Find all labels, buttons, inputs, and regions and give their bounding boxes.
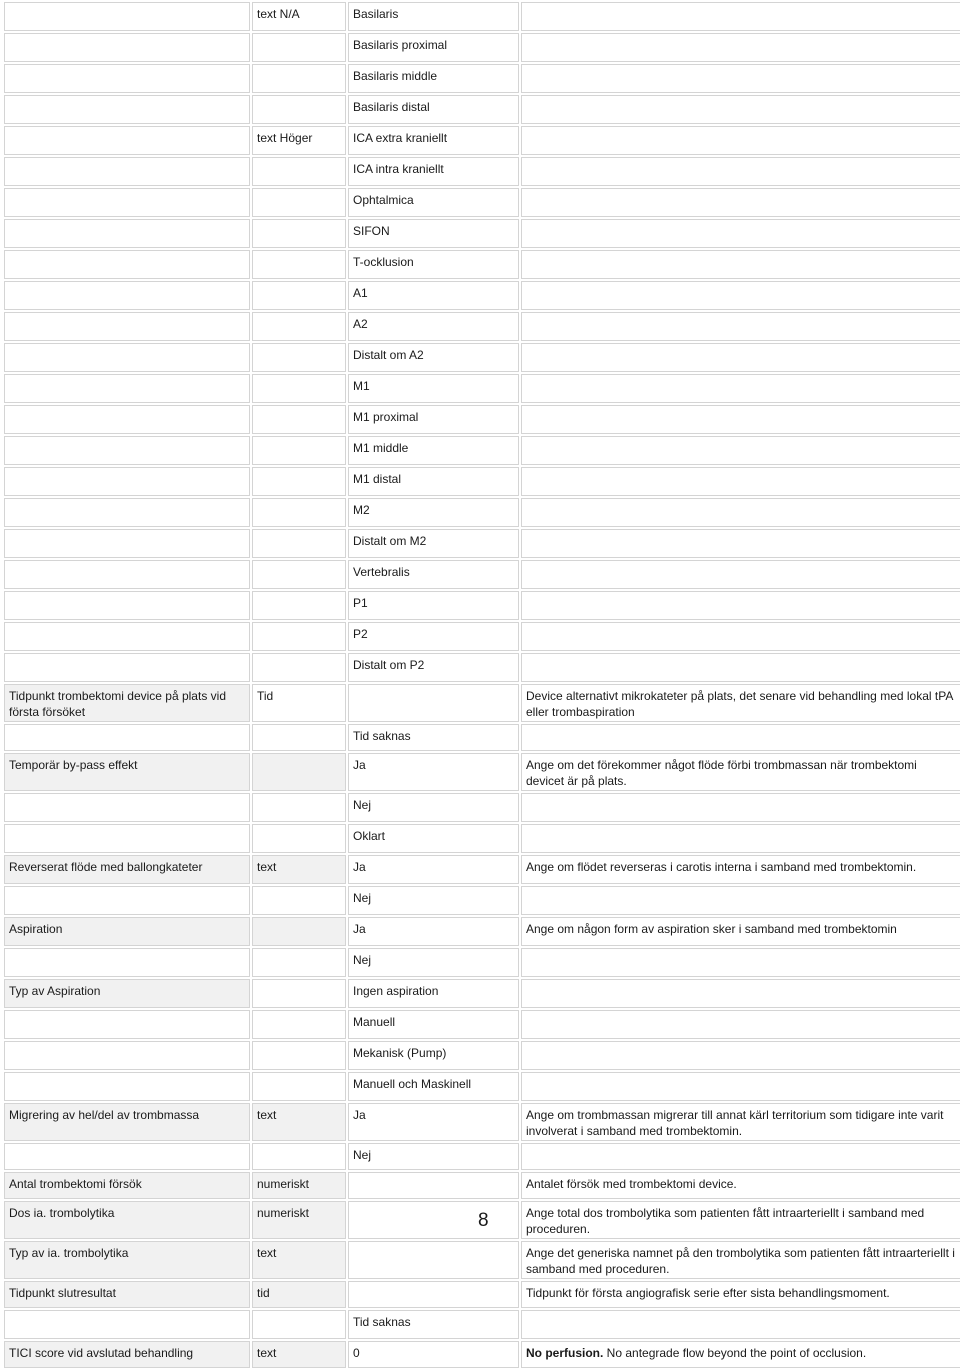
cell-variable	[4, 436, 250, 465]
cell-value: Nej	[348, 886, 519, 915]
table-row	[4, 753, 960, 791]
cell-type	[252, 591, 346, 620]
cell-variable	[4, 405, 250, 434]
cell-variable	[4, 529, 250, 558]
table-row	[4, 1143, 960, 1170]
cell-type	[252, 1143, 346, 1170]
cell-variable: Aspiration	[4, 917, 250, 946]
cell-description	[521, 793, 960, 822]
cell-description: Ange det generiska namnet på den trombolytika som patienten fått intraarteriellt i samband med proceduren.	[521, 1241, 960, 1279]
cell-value: Ja	[348, 753, 519, 791]
cell-variable	[4, 948, 250, 977]
cell-description	[521, 281, 960, 310]
cell-description: Ange om flödet reverseras i carotis interna i samband med trombektomin.	[521, 855, 960, 884]
cell-variable: Dos ia. trombolytika	[4, 1201, 250, 1239]
table-row	[4, 1041, 960, 1070]
cell-type: numeriskt	[252, 1201, 346, 1239]
cell-type	[252, 188, 346, 217]
cell-variable	[4, 467, 250, 496]
cell-type: text	[252, 855, 346, 884]
cell-value: Mekanisk (Pump)	[348, 1041, 519, 1070]
cell-value: M1 distal	[348, 467, 519, 496]
table-row	[4, 1010, 960, 1039]
cell-description	[521, 64, 960, 93]
cell-description	[521, 724, 960, 751]
cell-type	[252, 824, 346, 853]
cell-description	[521, 653, 960, 682]
cell-description	[521, 95, 960, 124]
table-row	[4, 126, 960, 155]
cell-type	[252, 498, 346, 527]
cell-type	[252, 374, 346, 403]
cell-type: Tid	[252, 684, 346, 722]
cell-value: ICA intra kraniellt	[348, 157, 519, 186]
cell-variable: Typ av ia. trombolytika	[4, 1241, 250, 1279]
cell-value	[348, 684, 519, 722]
cell-description	[521, 529, 960, 558]
cell-variable	[4, 560, 250, 589]
cell-description	[521, 343, 960, 372]
cell-variable: Migrering av hel/del av trombmassa	[4, 1103, 250, 1141]
table-row	[4, 374, 960, 403]
cell-type	[252, 1310, 346, 1339]
cell-type	[252, 948, 346, 977]
cell-value: Manuell och Maskinell	[348, 1072, 519, 1101]
table-row	[4, 1341, 960, 1368]
cell-type	[252, 1041, 346, 1070]
cell-variable	[4, 824, 250, 853]
cell-variable	[4, 1143, 250, 1170]
cell-description: Ange om någon form av aspiration sker i samband med trombektomin	[521, 917, 960, 946]
cell-description	[521, 498, 960, 527]
cell-type: text	[252, 1341, 346, 1368]
cell-variable: Temporär by-pass effekt	[4, 753, 250, 791]
table-row	[4, 793, 960, 822]
cell-description: Device alternativt mikrokateter på plats, det senare vid behandling med lokal tPA eller trombaspiration	[521, 684, 960, 722]
cell-value: Nej	[348, 948, 519, 977]
cell-variable	[4, 498, 250, 527]
cell-value: SIFON	[348, 219, 519, 248]
cell-type: text N/A	[252, 2, 346, 31]
table-row	[4, 219, 960, 248]
table-row	[4, 855, 960, 884]
tici-score-label: No perfusion.	[526, 1346, 604, 1360]
cell-type	[252, 917, 346, 946]
cell-variable: Tidpunkt trombektomi device på plats vid första försöket	[4, 684, 250, 722]
cell-value: Ingen aspiration	[348, 979, 519, 1008]
cell-type	[252, 157, 346, 186]
cell-value: Ja	[348, 917, 519, 946]
table-row	[4, 653, 960, 682]
cell-variable: Reverserat flöde med ballongkateter	[4, 855, 250, 884]
cell-description	[521, 1041, 960, 1070]
cell-variable	[4, 622, 250, 651]
cell-variable	[4, 312, 250, 341]
cell-description	[521, 405, 960, 434]
table-row	[4, 467, 960, 496]
cell-description	[521, 374, 960, 403]
cell-type	[252, 281, 346, 310]
cell-type	[252, 653, 346, 682]
cell-variable: Tidpunkt slutresultat	[4, 1281, 250, 1308]
cell-value: T-ocklusion	[348, 250, 519, 279]
table-row	[4, 724, 960, 751]
cell-description	[521, 126, 960, 155]
cell-value: Basilaris proximal	[348, 33, 519, 62]
cell-type	[252, 793, 346, 822]
cell-variable	[4, 64, 250, 93]
data-dictionary-table	[2, 0, 960, 1370]
cell-description: Ange om trombmassan migrerar till annat kärl territorium som tidigare inte varit involverat i samband med trombektomin.	[521, 1103, 960, 1141]
cell-value	[348, 1241, 519, 1279]
cell-type	[252, 95, 346, 124]
cell-type: text	[252, 1241, 346, 1279]
cell-value: Distalt om A2	[348, 343, 519, 372]
table-row	[4, 436, 960, 465]
cell-type	[252, 405, 346, 434]
cell-description	[521, 157, 960, 186]
tici-score-description: No antegrade flow beyond the point of occlusion.	[603, 1346, 867, 1360]
table-row	[4, 622, 960, 651]
cell-variable	[4, 724, 250, 751]
cell-description: Ange om det förekommer något flöde förbi trombmassan när trombektomi devicet är på plats.	[521, 753, 960, 791]
cell-value: Vertebralis	[348, 560, 519, 589]
cell-description	[521, 591, 960, 620]
table-row	[4, 560, 960, 589]
cell-variable	[4, 33, 250, 62]
table-row	[4, 917, 960, 946]
cell-description	[521, 1143, 960, 1170]
cell-value: Manuell	[348, 1010, 519, 1039]
cell-description	[521, 467, 960, 496]
cell-value: M1 proximal	[348, 405, 519, 434]
table-row	[4, 2, 960, 31]
cell-variable	[4, 1072, 250, 1101]
cell-variable	[4, 653, 250, 682]
cell-variable	[4, 1310, 250, 1339]
cell-value	[348, 1172, 519, 1199]
cell-value: A2	[348, 312, 519, 341]
cell-value: Ja	[348, 1103, 519, 1141]
cell-description	[521, 1010, 960, 1039]
table-row	[4, 281, 960, 310]
cell-type	[252, 250, 346, 279]
cell-value: Oklart	[348, 824, 519, 853]
cell-type	[252, 219, 346, 248]
table-row	[4, 979, 960, 1008]
cell-variable: TICI score vid avslutad behandling	[4, 1341, 250, 1368]
cell-description: Ange total dos trombolytika som patienten fått intraarteriellt i samband med proceduren.	[521, 1201, 960, 1239]
cell-description	[521, 622, 960, 651]
cell-variable	[4, 1010, 250, 1039]
cell-type: text	[252, 1103, 346, 1141]
cell-variable	[4, 343, 250, 372]
cell-description	[521, 1072, 960, 1101]
cell-value: P1	[348, 591, 519, 620]
cell-value: M2	[348, 498, 519, 527]
table-row	[4, 250, 960, 279]
cell-description	[521, 560, 960, 589]
table-row	[4, 64, 960, 93]
cell-variable	[4, 1041, 250, 1070]
cell-variable	[4, 281, 250, 310]
cell-variable	[4, 374, 250, 403]
cell-value: Basilaris	[348, 2, 519, 31]
cell-description: Tidpunkt för första angiografisk serie efter sista behandlingsmoment.	[521, 1281, 960, 1308]
cell-type: text Höger	[252, 126, 346, 155]
cell-description	[521, 2, 960, 31]
cell-value: 0	[348, 1341, 519, 1368]
table-row	[4, 1072, 960, 1101]
table-row	[4, 684, 960, 722]
page-number: 8	[478, 1210, 489, 1231]
cell-value: Ophtalmica	[348, 188, 519, 217]
table-row	[4, 157, 960, 186]
cell-description	[521, 436, 960, 465]
cell-type	[252, 979, 346, 1008]
table-row	[4, 1241, 960, 1279]
cell-variable	[4, 250, 250, 279]
cell-type	[252, 560, 346, 589]
cell-value: ICA extra kraniellt	[348, 126, 519, 155]
cell-variable	[4, 157, 250, 186]
cell-variable	[4, 2, 250, 31]
cell-type: numeriskt	[252, 1172, 346, 1199]
cell-description: Antalet försök med trombektomi device.	[521, 1172, 960, 1199]
cell-value: Nej	[348, 793, 519, 822]
cell-type	[252, 33, 346, 62]
cell-value: Distalt om P2	[348, 653, 519, 682]
table-row	[4, 95, 960, 124]
cell-variable	[4, 591, 250, 620]
cell-type	[252, 886, 346, 915]
table-row	[4, 591, 960, 620]
cell-value	[348, 1201, 519, 1239]
cell-value: A1	[348, 281, 519, 310]
cell-type	[252, 753, 346, 791]
cell-description	[521, 1310, 960, 1339]
table-row	[4, 33, 960, 62]
table-row	[4, 1310, 960, 1339]
cell-description	[521, 979, 960, 1008]
cell-variable	[4, 188, 250, 217]
table-row	[4, 824, 960, 853]
cell-variable	[4, 126, 250, 155]
cell-type	[252, 467, 346, 496]
cell-value: Tid saknas	[348, 1310, 519, 1339]
table-row	[4, 1172, 960, 1199]
table-row	[4, 529, 960, 558]
cell-variable	[4, 219, 250, 248]
cell-type	[252, 343, 346, 372]
cell-value: Nej	[348, 1143, 519, 1170]
cell-value: Basilaris middle	[348, 64, 519, 93]
cell-value: Basilaris distal	[348, 95, 519, 124]
cell-variable	[4, 95, 250, 124]
table-row	[4, 886, 960, 915]
cell-type	[252, 1072, 346, 1101]
cell-description	[521, 188, 960, 217]
table-row	[4, 405, 960, 434]
table-row	[4, 1103, 960, 1141]
cell-description	[521, 1341, 960, 1368]
cell-type	[252, 622, 346, 651]
cell-value: Tid saknas	[348, 724, 519, 751]
cell-value: M1 middle	[348, 436, 519, 465]
cell-type	[252, 1010, 346, 1039]
cell-description	[521, 886, 960, 915]
data-dictionary-table-container	[2, 0, 958, 1370]
cell-type	[252, 724, 346, 751]
cell-value: Distalt om M2	[348, 529, 519, 558]
cell-variable	[4, 793, 250, 822]
cell-description	[521, 250, 960, 279]
cell-type	[252, 436, 346, 465]
cell-description	[521, 33, 960, 62]
cell-value: Ja	[348, 855, 519, 884]
cell-description	[521, 312, 960, 341]
cell-value	[348, 1281, 519, 1308]
table-row	[4, 312, 960, 341]
table-row	[4, 948, 960, 977]
cell-type	[252, 64, 346, 93]
table-row	[4, 498, 960, 527]
cell-variable	[4, 886, 250, 915]
cell-description	[521, 219, 960, 248]
cell-type: tid	[252, 1281, 346, 1308]
cell-variable: Antal trombektomi försök	[4, 1172, 250, 1199]
table-row	[4, 188, 960, 217]
cell-value: P2	[348, 622, 519, 651]
cell-value: M1	[348, 374, 519, 403]
table-row	[4, 1281, 960, 1308]
cell-description	[521, 824, 960, 853]
cell-type	[252, 312, 346, 341]
cell-type	[252, 529, 346, 558]
table-row	[4, 343, 960, 372]
cell-variable: Typ av Aspiration	[4, 979, 250, 1008]
cell-description	[521, 948, 960, 977]
